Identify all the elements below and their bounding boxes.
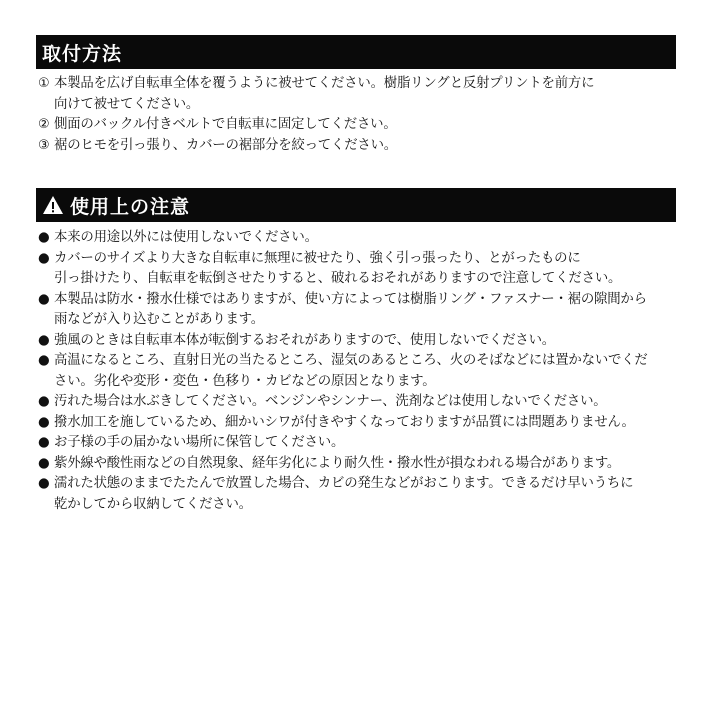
- caution-text: カバーのサイズより大きな自転車に無理に被せたり、強く引っ張ったり、とがったものに: [54, 250, 581, 266]
- warning-triangle-icon: [42, 195, 64, 215]
- caution-text: お子様の手の届かない場所に保管してください。: [54, 435, 345, 450]
- bullet: ●: [38, 394, 50, 409]
- caution-item: [38, 413, 678, 434]
- bullet: ●: [38, 291, 50, 307]
- caution-text: 汚れた場合は水ぶきしてください。ベンジンやシンナー、洗剤などは使用しないでください。: [54, 394, 607, 409]
- install-step-1: [38, 74, 678, 115]
- caution-notes-list: [38, 228, 678, 515]
- install-step-2: [38, 115, 678, 136]
- caution-item: [38, 228, 678, 249]
- caution-item: [38, 249, 678, 290]
- step-text: 側面のバックル付きベルトで自転車に固定してください。: [54, 117, 397, 132]
- step-text: 裾のヒモを引っ張り、カバーの裾部分を絞ってください。: [54, 137, 397, 153]
- caution-text: 雨などが入り込むことがあります。: [54, 312, 264, 327]
- bullet: ●: [38, 435, 50, 450]
- step-text: 向けて被せてください。: [54, 96, 200, 112]
- caution-text: 本来の用途以外には使用しないでください。: [54, 230, 318, 245]
- caution-text: 引っ掛けたり、自転車を転倒させたりすると、破れるおそれがありますので注意してください。: [54, 271, 622, 286]
- step-number: ②: [38, 117, 50, 132]
- caution-section-header: [36, 188, 676, 222]
- caution-item: [38, 392, 678, 413]
- caution-text: 乾かしてから収納してください。: [54, 496, 252, 512]
- caution-item: [38, 433, 678, 454]
- step-number: ①: [38, 76, 50, 91]
- bullet: ●: [38, 353, 50, 368]
- bullet: ●: [38, 250, 50, 266]
- caution-text: 強風のときは自転車本体が転倒するおそれがありますので、使用しないでください。: [54, 332, 555, 348]
- caution-item: [38, 351, 678, 392]
- caution-text: さい。劣化や変形・変色・色移り・カビなどの原因となります。: [54, 373, 436, 389]
- caution-text: 高温になるところ、直射日光の当たるところ、湿気のあるところ、火のそばなどには置かないでくだ: [54, 353, 648, 368]
- caution-section-title: 使用上の注意: [70, 195, 191, 218]
- caution-text: 濡れた状態のままでたたんで放置した場合、カビの発生などがおこります。できるだけ早いうちに: [54, 476, 634, 491]
- install-section-title: 取付方法: [42, 42, 123, 65]
- step-text: 本製品を広げ自転車全体を覆うように被せてください。樹脂リングと反射プリントを前方に: [54, 76, 595, 91]
- caution-text: 本製品は防水・撥水仕様ではありますが、使い方によっては樹脂リング・ファスナー・裾の隙間から: [54, 291, 647, 307]
- caution-item: [38, 474, 678, 515]
- bullet: ●: [38, 455, 50, 471]
- bullet: ●: [38, 332, 50, 348]
- bullet: ●: [38, 414, 50, 430]
- bullet: ●: [38, 230, 50, 245]
- caution-item: [38, 290, 678, 331]
- step-number: ③: [38, 137, 50, 153]
- caution-text: 撥水加工を施しているため、細かいシワが付きやすくなっておりますが品質には問題ありません。: [54, 414, 635, 430]
- caution-item: [38, 331, 678, 352]
- install-step-3: [38, 136, 678, 157]
- caution-item: [38, 454, 678, 475]
- install-section-header: [36, 35, 676, 69]
- install-steps-list: [38, 74, 678, 156]
- bullet: ●: [38, 476, 50, 491]
- caution-text: 紫外線や酸性雨などの自然現象、経年劣化により耐久性・撥水性が損なわれる場合があります。: [54, 455, 621, 471]
